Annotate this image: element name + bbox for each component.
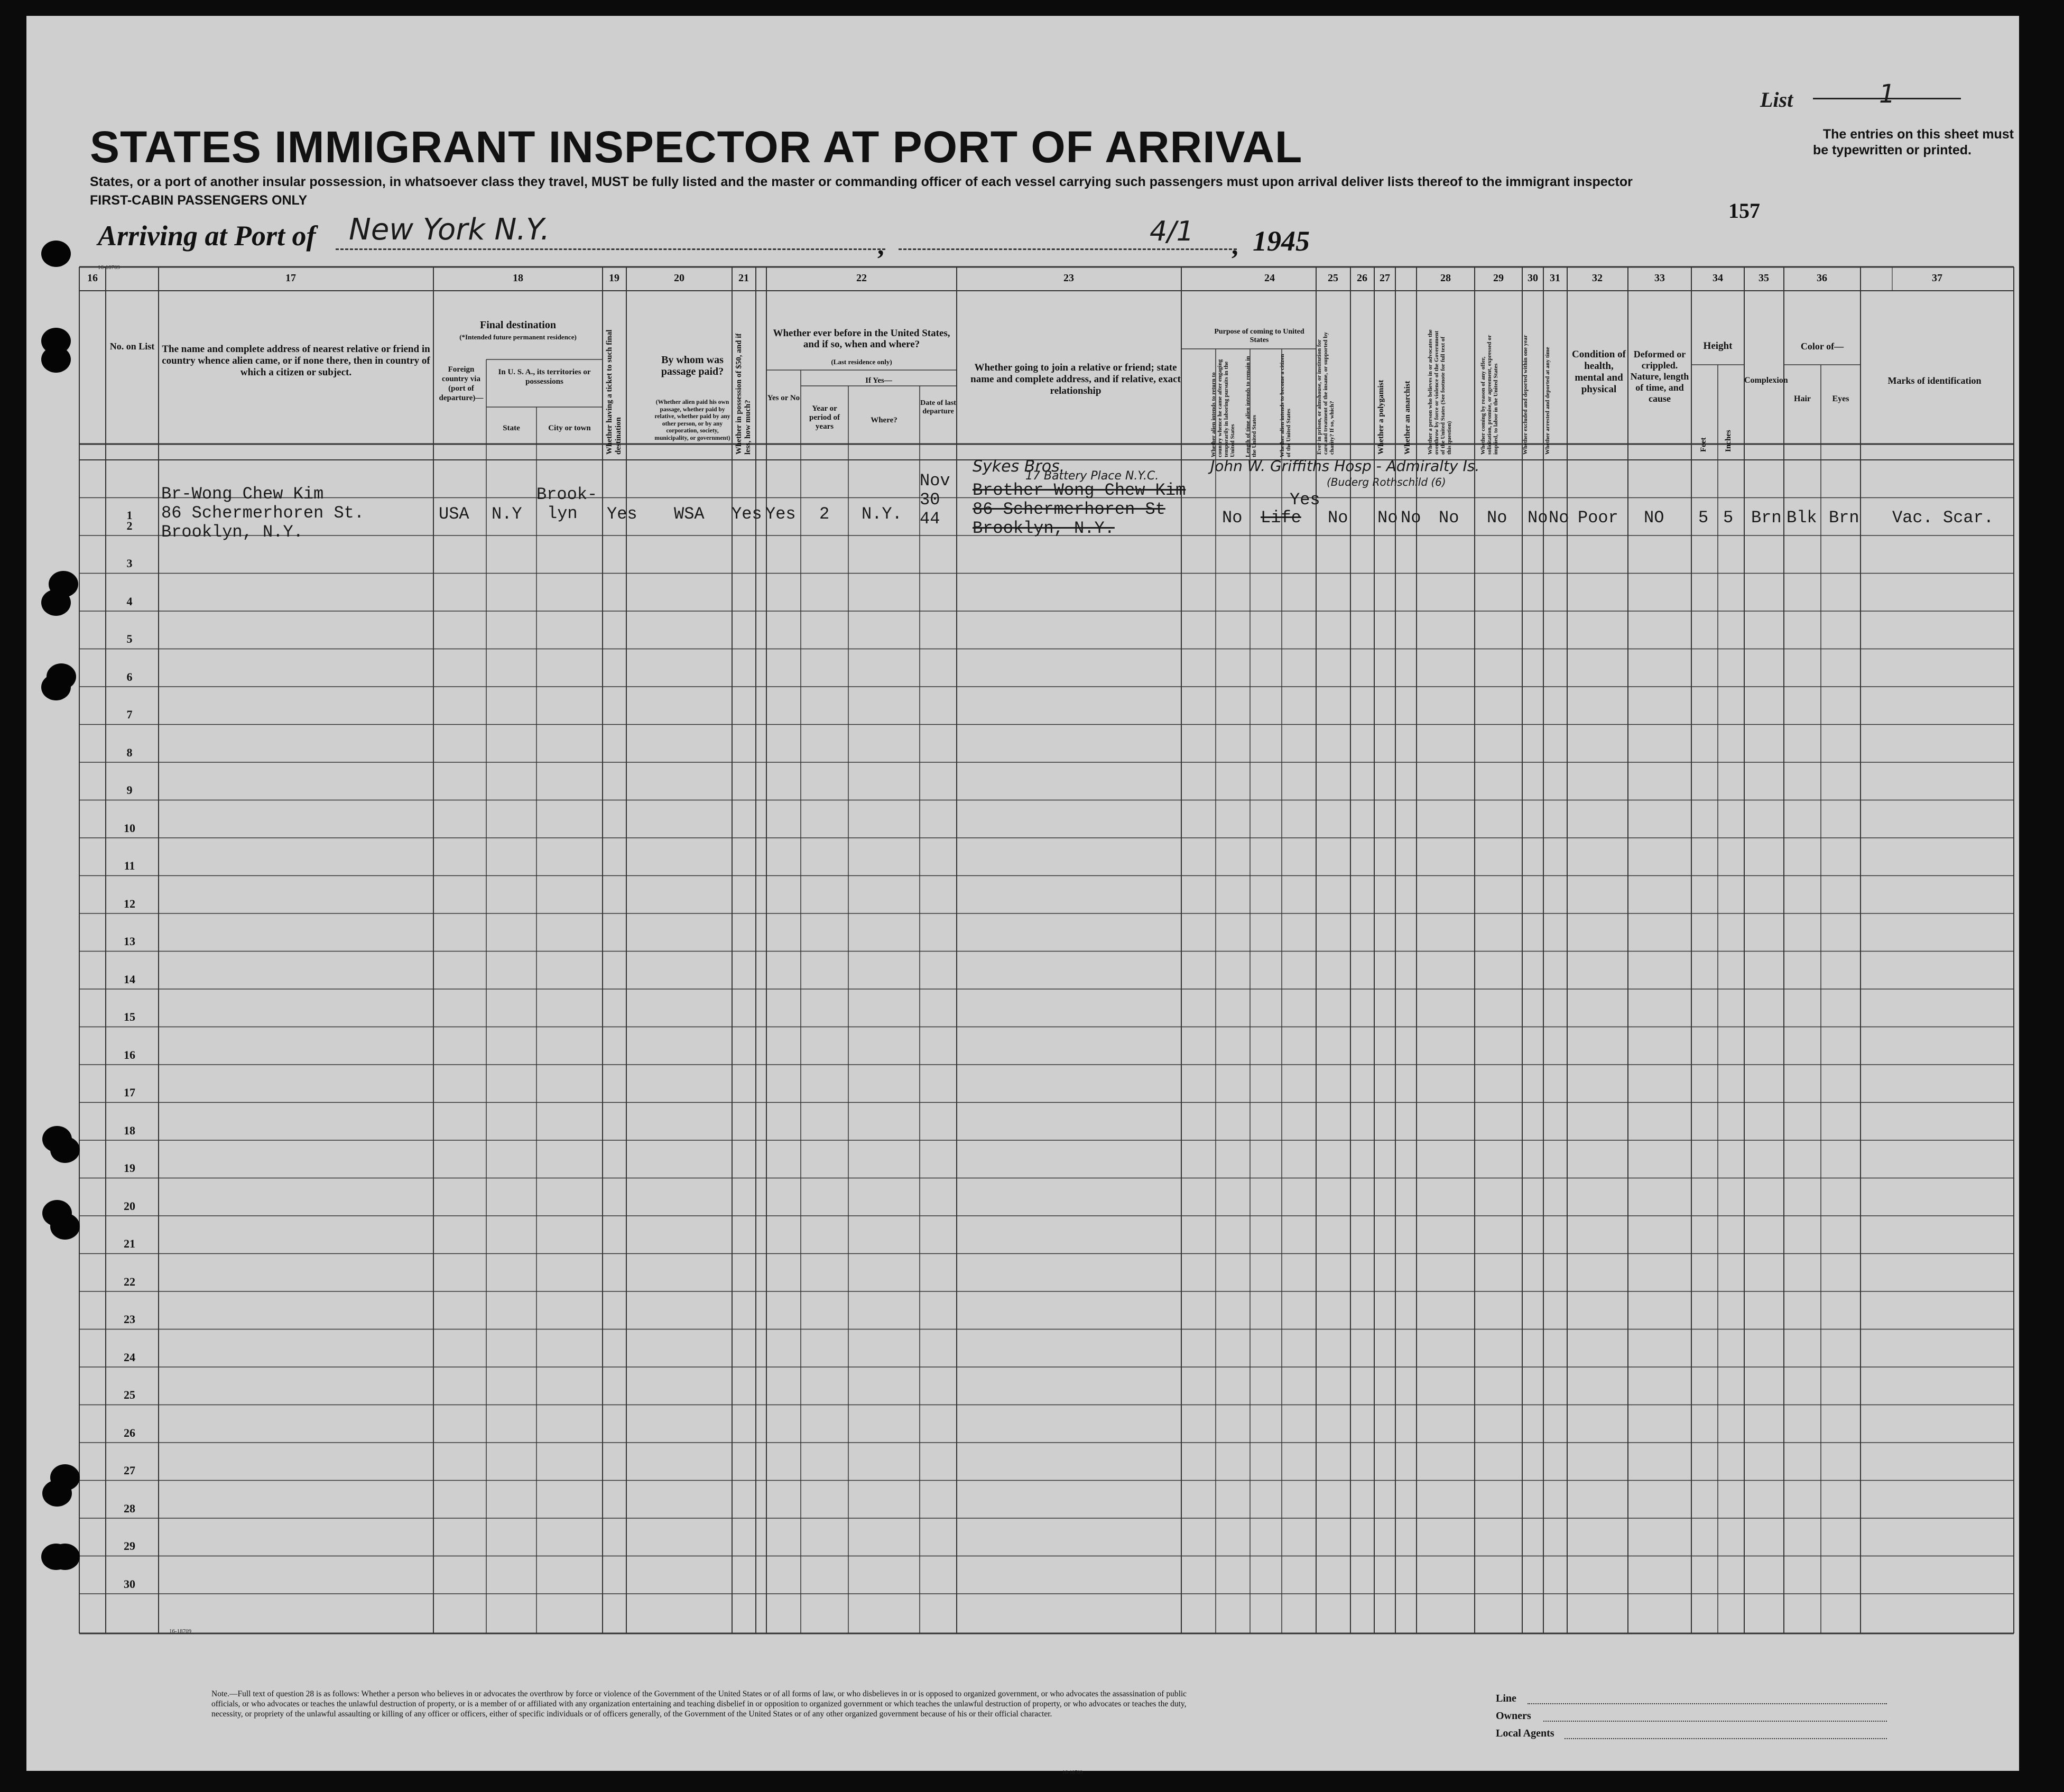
entry-money: Yes [732,504,762,524]
annotation-2: (Buderg Rothschild (6) [1327,476,1446,488]
punch-hole [50,1213,80,1240]
row-number: 4 [126,594,133,608]
join-line-2: 86 Schermerhoren St [973,500,1165,519]
row-number: 17 [124,1086,135,1099]
punch-hole [42,1480,72,1507]
header-purpose-citizen: Whether alien intends to become a citizen of the United States [1279,354,1292,457]
annotation-1: John W. Griffiths Hosp - Admiralty Is. [1210,457,1480,475]
punch-hole [41,346,71,373]
city-line-1: Brook- [536,485,598,504]
row-number: 20 [124,1199,135,1213]
entry-marks: Vac. Scar. [1892,508,1994,528]
entries-note-2: be typewritten or printed. [1812,143,1972,158]
relative-line-1: Br-Wong Chew Kim [161,484,324,504]
row-number: 7 [126,708,133,721]
header-yes-no: Yes or No [767,394,800,402]
column-number: 33 [1654,272,1665,284]
list-number: 1 [1879,79,1895,109]
page-number: 157 [1728,199,1760,223]
punch-hole [50,1544,80,1570]
entry-foreign-country: USA [439,504,469,524]
entry-eyes: Brn [1829,508,1859,528]
entry-departure [920,472,950,529]
header-deported: Whether arrested and deported at any time [1544,347,1551,455]
header-purpose-length: Length of time alien intends to remain in the United States [1245,356,1257,457]
column-number: 22 [856,272,867,284]
entry-purpose-citizen: Yes [1290,490,1320,510]
column-number: 18 [513,272,523,284]
column-number: 29 [1493,272,1504,284]
relative-line-2: 86 Schermerhoren St. [161,503,365,523]
entry-overthrow: No [1439,508,1459,528]
instruction-text: States, or a port of another insular possession, in whatsoever class they travel, MUST be fully listed and the master or commanding officer of each vessel carrying such passengers must upon arrival deliver lists thereof to the immigrant inspector [90,174,1633,189]
city-line-2: lyn [547,504,578,523]
row-number: 23 [124,1313,135,1326]
header-where: Where? [871,416,897,424]
row-number: 18 [124,1123,135,1137]
entry-paid-by: WSA [674,504,705,524]
agents-label: Local Agents [1496,1728,1554,1739]
entries-note-1: The entries on this sheet must [1822,127,2014,142]
footer-note: Note.—Full text of question 28 is as follows: Whether a person who believes in or advocates the overthrow by force or violence of the Government of the United States or of all forms of law, or who disbelieves in or is opposed to organized government, or who advocates the assassination of public officials, or who advocates or teaches the unlawful destruction of property, or is a member of or affiliated with any organization entertaining and teaching disbelief in or opposition to organized government or which teaches the unlawful destruction of property, or who advocates or teaches the duty, necessity, or propriety of the unlawful assaulting or killing of any officer or officers, either of specific individuals or of officers generally, of the Government of the United States or of any other organized government because of his or their official character. [211,1689,1187,1719]
row-number: 9 [126,783,133,797]
join-line-3: Brooklyn, N.Y. [973,519,1115,538]
header-purpose-return: Whether alien intends to return to country whence he came after engaging temporarily in laboring pursuits in the United States [1210,359,1236,457]
join-handwritten-2: 17 Battery Place N.Y.C. [1025,469,1159,483]
footer-form-code: 16-18709 [1062,1770,1083,1776]
row-number: 1 [126,509,133,522]
row-number: 24 [124,1350,135,1364]
header-color-of: Color of— [1800,341,1844,352]
column-number: 34 [1713,272,1723,284]
entry-excluded: No [1528,508,1548,528]
header-passage-sub: (Whether alien paid his own passage, whether paid by relative, whether paid by any other person, or by any corporation, society, municipality, or government) [654,399,730,441]
row-number: 10 [124,821,135,835]
entry-labor-offer: No [1487,508,1507,528]
entry-join [973,481,1186,538]
comma-1: , [877,230,884,260]
header-ticket: Whether having a ticket to such final destination [605,329,623,455]
row-number: 25 [124,1388,135,1401]
join-line-1: Brother Wong Chew Kim [973,481,1186,500]
header-eyes: Eyes [1832,394,1849,403]
column-number: 24 [1264,272,1275,284]
header-deformed: Deformed or crippled. Nature, length of time, and cause [1630,349,1689,404]
arriving-label: Arriving at Port of [98,220,316,252]
entry-anarchist: No [1401,508,1421,528]
column-number: 27 [1380,272,1390,284]
column-number: 31 [1550,272,1560,284]
port-value: New York N.Y. [349,213,550,247]
header-money: Whether in possession of $50, and if less, how much? [735,333,752,455]
column-number: 37 [1932,272,1942,284]
owners-rule [1543,1721,1887,1722]
punch-hole [41,241,71,267]
header-anarchist: Whether an anarchist [1403,381,1412,455]
list-label-text: List [1760,88,1793,112]
row-number: 14 [124,972,135,986]
entry-deported: No [1549,508,1569,528]
departure-line-2: 30 [920,490,940,510]
entry-state: N.Y [492,504,522,524]
cabin-class: FIRST-CABIN PASSENGERS ONLY [90,193,308,208]
entry-prison: No [1328,508,1348,528]
row-number: 26 [124,1426,135,1439]
row-number: 2 [126,519,133,532]
entry-polygamist: No [1377,508,1398,528]
row-number: 6 [126,670,133,683]
header-before-us-sub: (Last residence only) [831,358,892,366]
header-inches: Inches [1724,430,1733,452]
row-number: 29 [124,1539,135,1553]
column-number: 21 [738,272,749,284]
header-relative: The name and complete address of nearest relative or friend in country whence alien came, or if none there, then in country of which a citizen or subject. [162,344,430,378]
row-number: 12 [124,897,135,910]
header-health: Condition of health, mental and physical [1572,349,1626,395]
row-number: 30 [124,1577,135,1591]
row-number: 28 [124,1501,135,1515]
row-number: 11 [124,859,135,872]
entry-purpose-return: No [1222,508,1243,528]
entry-before-us: Yes [765,504,796,524]
header-final-destination: Final destination [480,319,556,331]
line-rule [1528,1703,1887,1704]
header-city: City or town [548,424,591,432]
column-number: 20 [674,272,684,284]
entry-relative [161,485,364,542]
entry-inches: 5 [1723,508,1734,528]
header-foreign-country: Foreign country via (port of departure)— [439,365,484,402]
header-no-on-list: No. on List [109,341,155,352]
header-passage: By whom was passage paid? [661,354,724,377]
row-number: 8 [126,745,133,759]
entry-ticket: Yes [607,504,637,524]
entry-health: Poor [1578,508,1618,528]
row-number: 13 [124,935,135,948]
header-final-destination-sub: (*Intended future permanent residence) [459,333,577,341]
column-number: 19 [609,272,619,284]
departure-line-3: 44 [920,509,940,529]
column-number: 26 [1357,272,1367,284]
row-number: 22 [124,1274,135,1288]
column-number: 30 [1528,272,1538,284]
header-feet: Feet [1699,437,1708,452]
column-number: 16 [87,272,98,284]
punch-hole [50,1137,80,1163]
punch-hole [41,589,71,616]
column-number: 36 [1817,272,1827,284]
header-height: Height [1703,340,1733,352]
line-label: Line [1496,1693,1516,1704]
row-number: 19 [124,1161,135,1175]
agents-rule [1565,1738,1887,1739]
row-number: 5 [126,632,133,645]
header-polygamist: Whether a polygamist [1377,380,1385,455]
departure-line-1: Nov [920,471,950,491]
header-years: Year or period of years [809,404,840,431]
column-number: 25 [1328,272,1338,284]
row-number: 16 [124,1048,135,1061]
header-departure-date: Date of last departure [920,399,956,415]
entry-years: 2 [819,504,830,524]
header-if-yes: If Yes— [865,376,892,385]
entry-complexion: Brn [1751,508,1782,528]
owners-label: Owners [1496,1710,1531,1722]
header-prison: Ever in prison, or almshouse, or institution for care and treatment of the insane, or supported by charity? If so, which? [1316,332,1335,455]
entry-hair: Blk [1787,508,1817,528]
column-number: 32 [1592,272,1603,284]
row-number: 27 [124,1464,135,1477]
header-complexion: Complexion [1744,376,1788,385]
page-title: STATES IMMIGRANT INSPECTOR AT PORT OF ARRIVAL [90,122,1303,172]
row-number: 21 [124,1237,135,1250]
header-usa: In U. S. A., its territories or possessions [498,368,591,386]
entry-feet: 5 [1698,508,1709,528]
header-purpose: Purpose of coming to United States [1214,328,1304,344]
form-code-bottom: 16-18709 [169,1628,192,1634]
header-state: State [503,424,520,432]
header-excluded: Whether excluded and deported within one year [1522,335,1529,455]
header-before-us: Whether ever before in the United States, and if so, when and where? [773,328,950,350]
relative-line-3: Brooklyn, N.Y. [161,522,303,542]
entry-where: N.Y. [862,504,902,524]
entry-city [536,485,597,523]
form-code-top: 16-18709 [98,264,121,271]
date-value: 4/1 [1150,216,1194,247]
column-number: 28 [1440,272,1451,284]
row-number: 15 [124,1010,135,1023]
header-join-relative: Whether going to join a relative or friend; state name and complete address, and if relative, exact relationship [970,362,1181,396]
punch-hole [41,674,71,700]
manifest-sheet [26,16,2019,1776]
comma-2: , [1232,230,1238,260]
header-overthrow: Whether a person who believes in or advocates the overthrow by force or violence of the Government of the United States (See footnote for full text of this question) [1427,329,1452,455]
column-number: 17 [285,272,296,284]
column-number: 23 [1063,272,1074,284]
year-value: 1945 [1253,225,1310,257]
header-marks: Marks of identification [1887,375,1982,386]
join-handwritten-1: Sykes Bros. [973,457,1065,476]
header-labor-offer: Whether coming by reason of any offer, solicitation, promise, or agreement, expressed or implied, to labor in the United States [1480,335,1499,455]
row-number: 3 [126,557,133,570]
column-number: 35 [1758,272,1769,284]
entry-deformed: NO [1644,508,1664,528]
entry-purpose-length: Life [1261,508,1301,528]
header-hair: Hair [1794,394,1811,403]
